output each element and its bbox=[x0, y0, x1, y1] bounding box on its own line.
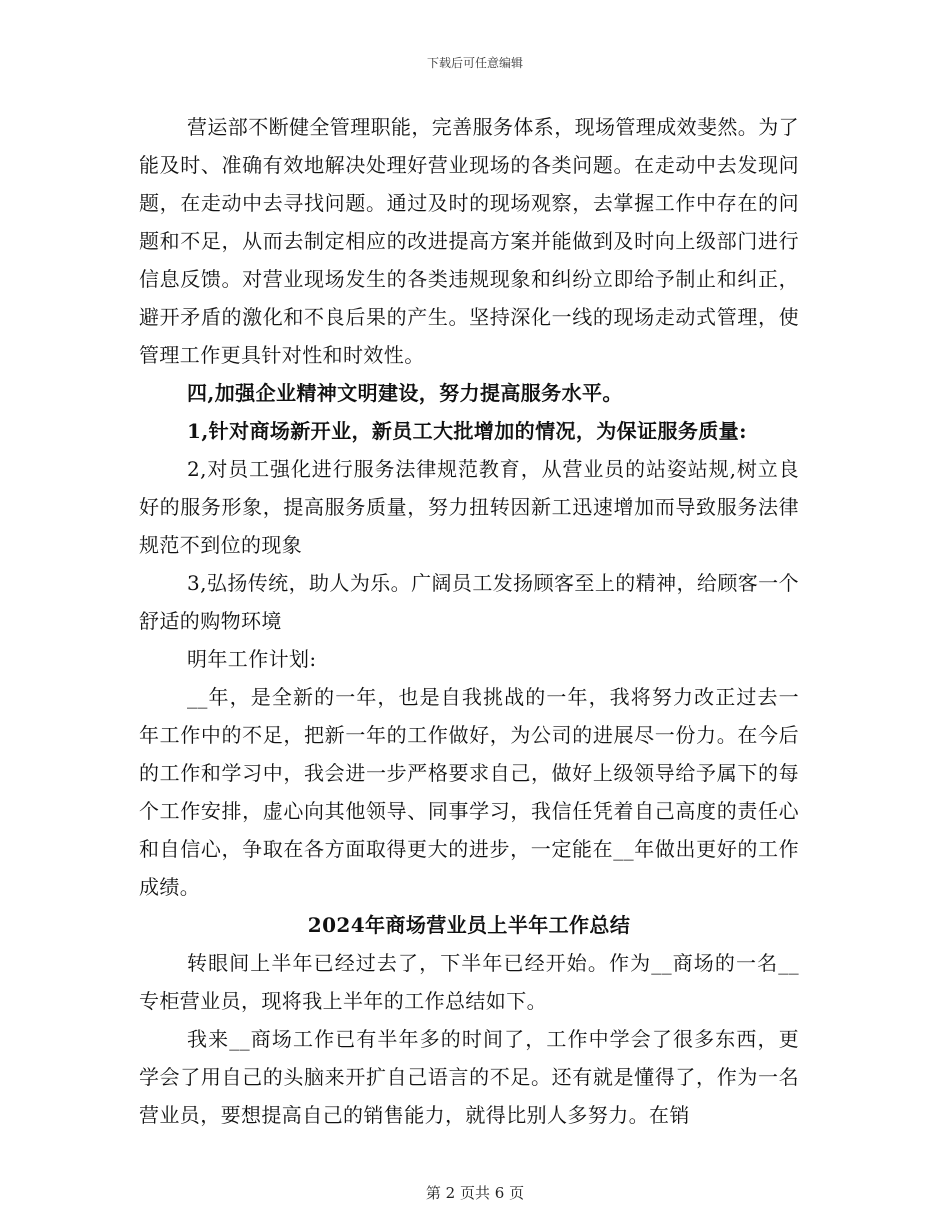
section-title: 2024年商场营业员上半年工作总结 bbox=[307, 913, 631, 937]
plan-label: 明年工作计划: bbox=[187, 647, 317, 671]
page-footer: 第 2 页共 6 页 bbox=[425, 1184, 525, 1202]
page-header: 下载后可任意编辑 bbox=[426, 56, 523, 70]
paragraph-plan: __年，是全新的一年，也是自我挑战的一年，我将努力改正过去一年工作中的不足，把新一年的工作做好，为公司的进展尽一份力。在今后的工作和学习中，我会进一步严格要求自己，做好上级领导给予属下的每个工作安排，虚心向其他领导、同事学习，我信任凭着自己高度的责任心和自信心，争取在各方面取得更大的进步，一定能在__年做出更好的工作成绩。 bbox=[139, 685, 799, 899]
list-item-1: 1,针对商场新开业，新员工大批增加的情况，为保证服务质量: bbox=[187, 419, 747, 443]
list-item-3: 3,弘扬传统，助人为乐。广阔员工发扬顾客至上的精神，给顾客一个舒适的购物环境 bbox=[139, 571, 799, 633]
document-body bbox=[139, 108, 799, 1134]
heading-section-four: 四,加强企业精神文明建设，努力提高服务水平。 bbox=[187, 381, 623, 405]
paragraph-intro: 转眼间上半年已经过去了，下半年已经开始。作为__商场的一名__专柜营业员，现将我上半年的工作总结如下。 bbox=[139, 951, 799, 1013]
list-item-2: 2,对员工强化进行服务法律规范教育，从营业员的站姿站规,树立良好的服务形象，提高服务质量，努力扭转因新工迅速增加而导致服务法律规范不到位的现象 bbox=[139, 457, 799, 557]
paragraph-operations: 营运部不断健全管理职能，完善服务体系，现场管理成效斐然。为了能及时、准确有效地解决处理好营业现场的各类问题。在走动中去发现问题，在走动中去寻找问题。通过及时的现场观察，去掌握工作中存在的问题和不足，从而去制定相应的改进提高方案并能做到及时向上级部门进行信息反馈。对营业现场发生的各类违规现象和纠纷立即给予制止和纠正，避开矛盾的激化和不良后果的产生。坚持深化一线的现场走动式管理，使管理工作更具针对性和时效性。 bbox=[139, 115, 799, 367]
paragraph-experience: 我来__商场工作已有半年多的时间了，工作中学会了很多东西，更学会了用自己的头脑来开扩自己语言的不足。还有就是懂得了，作为一名营业员，要想提高自己的销售能力，就得比别人多努力。在销 bbox=[139, 1027, 799, 1127]
